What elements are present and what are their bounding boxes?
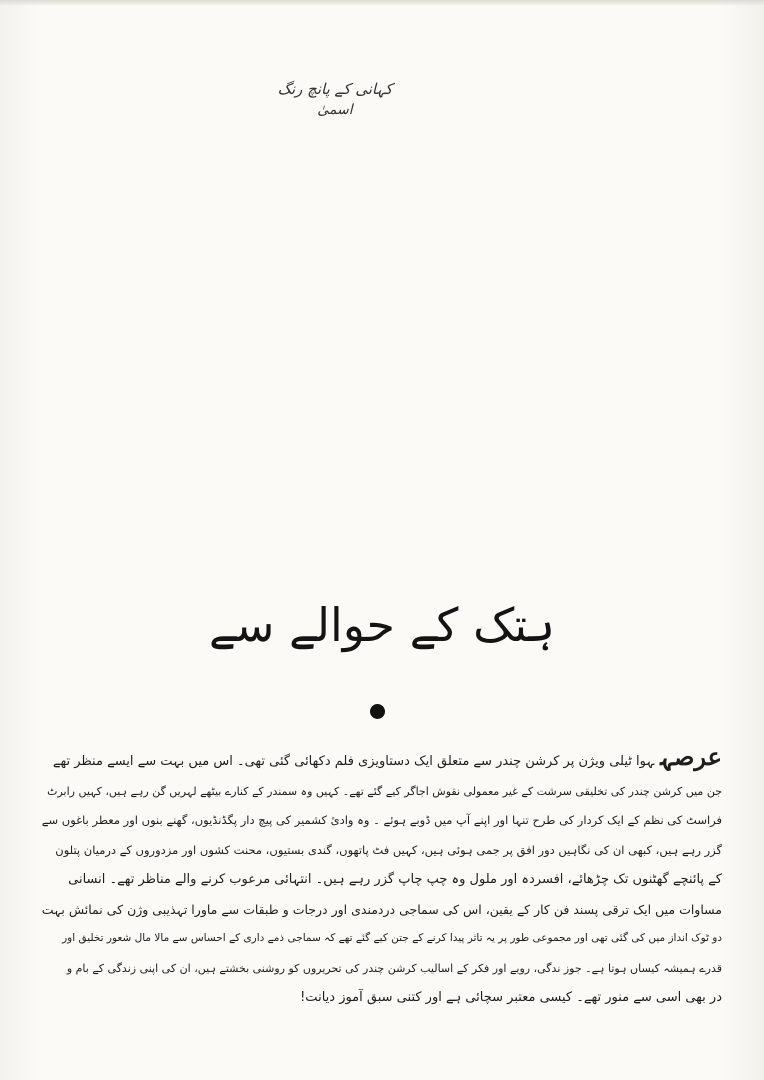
body-line-7: دو ٹوک انداز میں کی گئی تھی اور مجموعی طور پر یہ تاثر پیدا کرنے کے جتن کیے گئے تھے کہ سماجی ذمے داری کے احساس سے مالا مال شعور تخلیق اور (62, 932, 722, 944)
body-line-8: قدرے ہمیشہ کیساں ہوتا ہے۔ جوز ندگی، رویے اور فکر کے اسالیب کرشن چندر کی تحریروں کو روشنی بخشتے ہیں، ان کی اپنی زندگی کے بام و (66, 961, 722, 975)
body-line-2: جن میں کرشن چندر کی تخلیقی سرشت کے غیر معمولی نقوش اجاگر کیے گئے تھے۔ کہیں وہ سمندر کے کنارے بیٹھے لہریں گن رہے ہیں، کہیں رابرٹ (47, 784, 722, 798)
lead-word: عرصہ (659, 742, 722, 771)
book-title: کہانی کے پانچ رنگ (277, 80, 393, 98)
chapter-title: ہتک کے حوالے سے (208, 598, 556, 652)
body-line-9: در بھی اسی سے منور تھے۔ کیسی معتبر سچائی ہے اور کتنی سبق آموز دیانت! (300, 990, 722, 1005)
body-line-3: فراسٹ کی نظم کے ایک کردار کی طرح تنہا اور اپنے آپ میں ڈوبے ہوئے ۔ وہ وادیٔ کشمیر کی پیچ دار پگڈنڈیوں، گھنے بنوں اور معطر باغوں سے (42, 813, 722, 827)
section-bullet (370, 704, 385, 719)
page-header (260, 78, 410, 120)
scan-edge-shadow (0, 0, 764, 6)
body-paragraph (42, 742, 722, 1013)
author-name: اسمیٰ (317, 102, 353, 118)
body-line-1 (42, 742, 722, 777)
body-line-6: مساوات میں ایک ترقی پسند فن کار کے یقین، اس کی سماجی دردمندی اور درجات و طبقات سے ماورا تہذیبی وژن کی نمائش بہت (42, 901, 722, 917)
body-line-text: ہوا ٹیلی ویژن پر کرشن چندر سے متعلق ایک دستاویزی فلم دکھائی گئی تھی۔ اس میں بہت سے ایسے منظر تھے (52, 754, 654, 769)
body-line-4: گزر رہے ہیں، کبھی ان کی نگاہیں دور افق پر جمی ہوئی ہیں، کہیں فٹ پاتھوں، گندی بستیوں، محنت کشوں اور مزدوروں کے درمیان پتلون (55, 842, 722, 857)
body-line-5: کے پائنچے گھٹنوں تک چڑھائے، افسردہ اور ملول وہ چپ چاپ گزر رہے ہیں۔ انتہائی مرعوب کرنے والے مناظر تھے۔ انسانی (68, 872, 722, 887)
